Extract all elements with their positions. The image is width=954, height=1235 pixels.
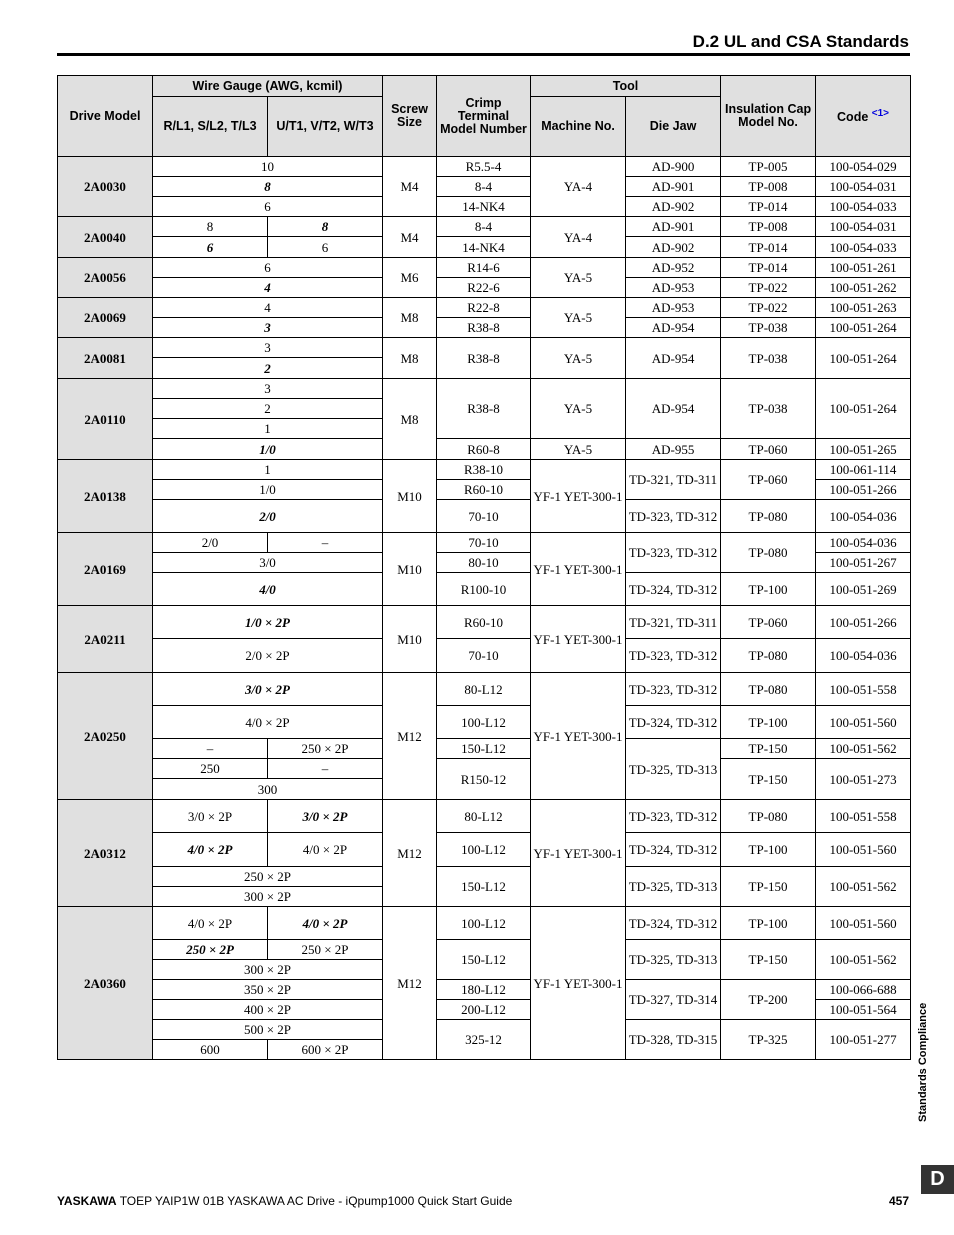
screw-size-cell: M10 bbox=[383, 460, 437, 533]
drive-model-cell: 2A0360 bbox=[58, 907, 153, 1060]
code-cell: 100-051-273 bbox=[816, 759, 911, 800]
code-cell: 100-051-560 bbox=[816, 907, 911, 940]
table-row bbox=[58, 739, 911, 759]
die-jaw-cell: TD-323, TD-312 bbox=[626, 673, 721, 706]
table-row bbox=[58, 500, 911, 533]
wire-gauge-cell: 3/0 bbox=[153, 553, 383, 573]
drive-model-cell: 2A0056 bbox=[58, 258, 153, 298]
insulation-cap-cell: TP-080 bbox=[721, 533, 816, 573]
insulation-cap-cell: TP-060 bbox=[721, 606, 816, 639]
insulation-cap-cell: TP-005 bbox=[721, 157, 816, 177]
insulation-cap-cell: TP-100 bbox=[721, 573, 816, 606]
drive-model-cell: 2A0040 bbox=[58, 217, 153, 258]
wire-gauge-input-cell: 600 bbox=[153, 1040, 268, 1060]
insulation-cap-cell: TP-014 bbox=[721, 237, 816, 258]
wire-gauge-cell: 3 bbox=[153, 338, 383, 358]
insulation-cap-cell: TP-100 bbox=[721, 833, 816, 867]
crimp-terminal-cell: R150-12 bbox=[437, 759, 531, 800]
table-row bbox=[58, 278, 911, 298]
die-jaw-cell: TD-321, TD-311 bbox=[626, 460, 721, 500]
wire-gauge-cell: 300 × 2P bbox=[153, 960, 383, 980]
die-jaw-cell: TD-328, TD-315 bbox=[626, 1020, 721, 1060]
crimp-terminal-cell: 80-10 bbox=[437, 553, 531, 573]
code-cell: 100-051-262 bbox=[816, 278, 911, 298]
screw-size-cell: M10 bbox=[383, 533, 437, 606]
die-jaw-cell: TD-325, TD-313 bbox=[626, 867, 721, 907]
wire-gauge-cell: 1/0 × 2P bbox=[153, 606, 383, 639]
wire-gauge-output-cell: 4/0 × 2P bbox=[268, 833, 383, 867]
die-jaw-cell: TD-321, TD-311 bbox=[626, 606, 721, 639]
table-row bbox=[58, 606, 911, 639]
insulation-cap-cell: TP-100 bbox=[721, 706, 816, 739]
die-jaw-cell: TD-325, TD-313 bbox=[626, 940, 721, 980]
wire-gauge-input-cell: 4/0 × 2P bbox=[153, 907, 268, 940]
code-cell: 100-051-558 bbox=[816, 673, 911, 706]
footer-doc-title bbox=[57, 1194, 512, 1208]
die-jaw-cell: AD-952 bbox=[626, 258, 721, 278]
table-row bbox=[58, 338, 911, 358]
wire-gauge-output-cell: – bbox=[268, 759, 383, 779]
crimp-terminal-cell: R38-10 bbox=[437, 460, 531, 480]
die-jaw-cell: AD-901 bbox=[626, 217, 721, 237]
die-jaw-cell: TD-327, TD-314 bbox=[626, 980, 721, 1020]
wire-gauge-output-cell: 4/0 × 2P bbox=[268, 907, 383, 940]
footer-brand: YASKAWA bbox=[57, 1194, 117, 1208]
die-jaw-cell: TD-324, TD-312 bbox=[626, 833, 721, 867]
insulation-cap-cell: TP-150 bbox=[721, 940, 816, 980]
machine-no-cell: YF-1 YET-300-1 bbox=[531, 533, 626, 606]
header-machine-no: Machine No. bbox=[531, 97, 626, 157]
code-cell: 100-051-277 bbox=[816, 1020, 911, 1060]
table-row bbox=[58, 833, 911, 867]
drive-model-cell: 2A0138 bbox=[58, 460, 153, 533]
die-jaw-cell: TD-325, TD-313 bbox=[626, 739, 721, 800]
crimp-terminal-cell: 100-L12 bbox=[437, 907, 531, 940]
crimp-terminal-cell: R14-6 bbox=[437, 258, 531, 278]
die-jaw-cell: AD-953 bbox=[626, 278, 721, 298]
wire-gauge-cell: 2 bbox=[153, 399, 383, 419]
wire-gauge-cell: 1/0 bbox=[153, 439, 383, 460]
wire-gauge-cell: 3 bbox=[153, 318, 383, 338]
code-cell: 100-054-036 bbox=[816, 500, 911, 533]
table-row bbox=[58, 759, 911, 779]
wire-gauge-input-cell: 250 × 2P bbox=[153, 940, 268, 960]
table-row bbox=[58, 379, 911, 399]
insulation-cap-cell: TP-060 bbox=[721, 439, 816, 460]
crimp-terminal-cell: R38-8 bbox=[437, 379, 531, 439]
footer-doc-text: TOEP YAIP1W 01B YASKAWA AC Drive - iQpump1000 Quick Start Guide bbox=[116, 1194, 513, 1208]
code-cell: 100-051-264 bbox=[816, 318, 911, 338]
insulation-cap-cell: TP-038 bbox=[721, 338, 816, 379]
wire-gauge-cell: 500 × 2P bbox=[153, 1020, 383, 1040]
code-cell: 100-051-560 bbox=[816, 833, 911, 867]
code-cell: 100-051-264 bbox=[816, 338, 911, 379]
wire-gauge-cell: 2 bbox=[153, 358, 383, 379]
crimp-terminal-cell: 150-L12 bbox=[437, 867, 531, 907]
header-crimp-terminal: Crimp Terminal Model Number bbox=[437, 76, 531, 157]
crimp-terminal-cell: 70-10 bbox=[437, 500, 531, 533]
die-jaw-cell: TD-323, TD-312 bbox=[626, 533, 721, 573]
machine-no-cell: YA-5 bbox=[531, 298, 626, 338]
die-jaw-cell: TD-324, TD-312 bbox=[626, 706, 721, 739]
machine-no-cell: YF-1 YET-300-1 bbox=[531, 606, 626, 673]
wire-gauge-input-cell: 2/0 bbox=[153, 533, 268, 553]
wire-gauge-output-cell: 250 × 2P bbox=[268, 940, 383, 960]
screw-size-cell: M8 bbox=[383, 298, 437, 338]
code-cell: 100-051-263 bbox=[816, 298, 911, 318]
insulation-cap-cell: TP-022 bbox=[721, 298, 816, 318]
code-cell: 100-054-036 bbox=[816, 639, 911, 673]
code-cell: 100-054-031 bbox=[816, 177, 911, 197]
wire-gauge-cell: 4 bbox=[153, 278, 383, 298]
crimp-terminal-cell: R38-8 bbox=[437, 318, 531, 338]
code-cell: 100-051-264 bbox=[816, 379, 911, 439]
machine-no-cell: YA-5 bbox=[531, 258, 626, 298]
crimp-terminal-cell: 100-L12 bbox=[437, 706, 531, 739]
crimp-terminal-cell: 80-L12 bbox=[437, 800, 531, 833]
screw-size-cell: M12 bbox=[383, 673, 437, 800]
insulation-cap-cell: TP-080 bbox=[721, 500, 816, 533]
table-row bbox=[58, 177, 911, 197]
header-insulation-cap: Insulation Cap Model No. bbox=[721, 76, 816, 157]
insulation-cap-cell: TP-080 bbox=[721, 673, 816, 706]
screw-size-cell: M6 bbox=[383, 258, 437, 298]
screw-size-cell: M4 bbox=[383, 217, 437, 258]
table-row bbox=[58, 533, 911, 553]
die-jaw-cell: TD-323, TD-312 bbox=[626, 639, 721, 673]
crimp-terminal-table bbox=[57, 75, 911, 1060]
header-screw-size: Screw Size bbox=[383, 76, 437, 157]
crimp-terminal-cell: 14-NK4 bbox=[437, 197, 531, 217]
code-cell: 100-051-269 bbox=[816, 573, 911, 606]
screw-size-cell: M12 bbox=[383, 800, 437, 907]
die-jaw-cell: AD-954 bbox=[626, 379, 721, 439]
header-tool: Tool bbox=[531, 76, 721, 97]
drive-model-cell: 2A0069 bbox=[58, 298, 153, 338]
header-code bbox=[816, 76, 911, 157]
wire-gauge-cell: 2/0 bbox=[153, 500, 383, 533]
code-cell: 100-051-562 bbox=[816, 867, 911, 907]
machine-no-cell: YF-1 YET-300-1 bbox=[531, 460, 626, 533]
table-row bbox=[58, 706, 911, 739]
table-row bbox=[58, 237, 911, 258]
machine-no-cell: YA-5 bbox=[531, 379, 626, 439]
die-jaw-cell: TD-324, TD-312 bbox=[626, 907, 721, 940]
crimp-terminal-cell: 70-10 bbox=[437, 533, 531, 553]
table-row bbox=[58, 573, 911, 606]
insulation-cap-cell: TP-200 bbox=[721, 980, 816, 1020]
crimp-terminal-cell: 70-10 bbox=[437, 639, 531, 673]
wire-gauge-cell: 4/0 × 2P bbox=[153, 706, 383, 739]
insulation-cap-cell: TP-008 bbox=[721, 177, 816, 197]
drive-model-cell: 2A0030 bbox=[58, 157, 153, 217]
header-wire-gauge: Wire Gauge (AWG, kcmil) bbox=[153, 76, 383, 97]
table-row bbox=[58, 460, 911, 480]
wire-gauge-input-cell: 6 bbox=[153, 237, 268, 258]
table-row bbox=[58, 298, 911, 318]
drive-model-cell: 2A0081 bbox=[58, 338, 153, 379]
wire-gauge-input-cell: 3/0 × 2P bbox=[153, 800, 268, 833]
wire-gauge-cell: 400 × 2P bbox=[153, 1000, 383, 1020]
code-cell: 100-051-265 bbox=[816, 439, 911, 460]
crimp-terminal-cell: R38-8 bbox=[437, 338, 531, 379]
wire-gauge-input-cell: 4/0 × 2P bbox=[153, 833, 268, 867]
header-rule bbox=[57, 53, 910, 56]
crimp-terminal-cell: R22-6 bbox=[437, 278, 531, 298]
wire-gauge-cell: 1 bbox=[153, 460, 383, 480]
wire-gauge-cell: 1/0 bbox=[153, 480, 383, 500]
insulation-cap-cell: TP-080 bbox=[721, 639, 816, 673]
wire-gauge-cell: 4 bbox=[153, 298, 383, 318]
die-jaw-cell: AD-901 bbox=[626, 177, 721, 197]
drive-model-cell: 2A0169 bbox=[58, 533, 153, 606]
code-cell: 100-051-562 bbox=[816, 739, 911, 759]
machine-no-cell: YA-5 bbox=[531, 439, 626, 460]
code-cell: 100-066-688 bbox=[816, 980, 911, 1000]
code-cell: 100-061-114 bbox=[816, 460, 911, 480]
crimp-terminal-cell: 180-L12 bbox=[437, 980, 531, 1000]
code-cell: 100-051-267 bbox=[816, 553, 911, 573]
die-jaw-cell: AD-954 bbox=[626, 338, 721, 379]
crimp-terminal-cell: 150-L12 bbox=[437, 940, 531, 980]
machine-no-cell: YF-1 YET-300-1 bbox=[531, 673, 626, 800]
wire-gauge-output-cell: – bbox=[268, 533, 383, 553]
drive-model-cell: 2A0312 bbox=[58, 800, 153, 907]
crimp-terminal-cell: R60-10 bbox=[437, 480, 531, 500]
code-cell: 100-051-564 bbox=[816, 1000, 911, 1020]
insulation-cap-cell: TP-022 bbox=[721, 278, 816, 298]
table-row bbox=[58, 800, 911, 833]
table-row bbox=[58, 197, 911, 217]
screw-size-cell: M8 bbox=[383, 338, 437, 379]
table-row bbox=[58, 940, 911, 960]
insulation-cap-cell: TP-150 bbox=[721, 759, 816, 800]
die-jaw-cell: AD-955 bbox=[626, 439, 721, 460]
machine-no-cell: YF-1 YET-300-1 bbox=[531, 907, 626, 1060]
wire-gauge-cell: 6 bbox=[153, 197, 383, 217]
table-row bbox=[58, 439, 911, 460]
table-row bbox=[58, 639, 911, 673]
wire-gauge-cell: 6 bbox=[153, 258, 383, 278]
header-die-jaw: Die Jaw bbox=[626, 97, 721, 157]
insulation-cap-cell: TP-080 bbox=[721, 800, 816, 833]
crimp-terminal-cell: 150-L12 bbox=[437, 739, 531, 759]
wire-gauge-output-cell: 8 bbox=[268, 217, 383, 237]
wire-gauge-input-cell: 250 bbox=[153, 759, 268, 779]
crimp-terminal-cell: R100-10 bbox=[437, 573, 531, 606]
crimp-terminal-cell: R22-8 bbox=[437, 298, 531, 318]
table-row bbox=[58, 673, 911, 706]
wire-gauge-output-cell: 600 × 2P bbox=[268, 1040, 383, 1060]
crimp-terminal-cell: R5.5-4 bbox=[437, 157, 531, 177]
table-row bbox=[58, 980, 911, 1000]
table-row bbox=[58, 1020, 911, 1040]
wire-gauge-cell: 4/0 bbox=[153, 573, 383, 606]
wire-gauge-cell: 8 bbox=[153, 177, 383, 197]
appendix-tab: D bbox=[921, 1165, 954, 1194]
wire-gauge-output-cell: 6 bbox=[268, 237, 383, 258]
die-jaw-cell: TD-324, TD-312 bbox=[626, 573, 721, 606]
machine-no-cell: YA-4 bbox=[531, 217, 626, 258]
wire-gauge-cell: 300 bbox=[153, 779, 383, 800]
footnote-link[interactable]: <1> bbox=[871, 108, 890, 120]
crimp-terminal-cell: 8-4 bbox=[437, 177, 531, 197]
crimp-terminal-cell: 80-L12 bbox=[437, 673, 531, 706]
header-drive-model: Drive Model bbox=[58, 76, 153, 157]
table-row bbox=[58, 217, 911, 237]
crimp-terminal-cell: 325-12 bbox=[437, 1020, 531, 1060]
code-cell: 100-051-560 bbox=[816, 706, 911, 739]
crimp-terminal-cell: R60-8 bbox=[437, 439, 531, 460]
wire-gauge-output-cell: 250 × 2P bbox=[268, 739, 383, 759]
drive-model-cell: 2A0250 bbox=[58, 673, 153, 800]
header-input-terminals: R/L1, S/L2, T/L3 bbox=[153, 97, 268, 157]
wire-gauge-cell: 350 × 2P bbox=[153, 980, 383, 1000]
insulation-cap-cell: TP-325 bbox=[721, 1020, 816, 1060]
crimp-terminal-cell: 14-NK4 bbox=[437, 237, 531, 258]
die-jaw-cell: TD-323, TD-312 bbox=[626, 500, 721, 533]
insulation-cap-cell: TP-014 bbox=[721, 197, 816, 217]
page-number: 457 bbox=[888, 1194, 909, 1208]
table-row bbox=[58, 258, 911, 278]
die-jaw-cell: AD-953 bbox=[626, 298, 721, 318]
code-cell: 100-051-261 bbox=[816, 258, 911, 278]
code-cell: 100-051-266 bbox=[816, 480, 911, 500]
screw-size-cell: M10 bbox=[383, 606, 437, 673]
wire-gauge-output-cell: 3/0 × 2P bbox=[268, 800, 383, 833]
die-jaw-cell: TD-323, TD-312 bbox=[626, 800, 721, 833]
crimp-terminal-cell: 8-4 bbox=[437, 217, 531, 237]
insulation-cap-cell: TP-038 bbox=[721, 318, 816, 338]
header-output-terminals: U/T1, V/T2, W/T3 bbox=[268, 97, 383, 157]
wire-gauge-cell: 10 bbox=[153, 157, 383, 177]
wire-gauge-input-cell: 8 bbox=[153, 217, 268, 237]
insulation-cap-cell: TP-100 bbox=[721, 907, 816, 940]
wire-gauge-cell: 3/0 × 2P bbox=[153, 673, 383, 706]
screw-size-cell: M8 bbox=[383, 379, 437, 460]
insulation-cap-cell: TP-014 bbox=[721, 258, 816, 278]
header-code-label: Code bbox=[837, 110, 869, 125]
machine-no-cell: YA-5 bbox=[531, 338, 626, 379]
crimp-terminal-cell: R60-10 bbox=[437, 606, 531, 639]
insulation-cap-cell: TP-008 bbox=[721, 217, 816, 237]
die-jaw-cell: AD-900 bbox=[626, 157, 721, 177]
crimp-terminal-cell: 100-L12 bbox=[437, 833, 531, 867]
wire-gauge-input-cell: – bbox=[153, 739, 268, 759]
wire-gauge-cell: 3 bbox=[153, 379, 383, 399]
wire-gauge-cell: 300 × 2P bbox=[153, 887, 383, 907]
die-jaw-cell: AD-902 bbox=[626, 197, 721, 217]
screw-size-cell: M12 bbox=[383, 907, 437, 1060]
code-cell: 100-051-558 bbox=[816, 800, 911, 833]
wire-gauge-cell: 2/0 × 2P bbox=[153, 639, 383, 673]
machine-no-cell: YA-4 bbox=[531, 157, 626, 217]
code-cell: 100-054-031 bbox=[816, 217, 911, 237]
drive-model-cell: 2A0211 bbox=[58, 606, 153, 673]
drive-model-cell: 2A0110 bbox=[58, 379, 153, 460]
insulation-cap-cell: TP-150 bbox=[721, 739, 816, 759]
die-jaw-cell: AD-902 bbox=[626, 237, 721, 258]
code-cell: 100-054-036 bbox=[816, 533, 911, 553]
table-row bbox=[58, 157, 911, 177]
wire-gauge-cell: 1 bbox=[153, 419, 383, 439]
code-cell: 100-051-562 bbox=[816, 940, 911, 980]
code-cell: 100-051-266 bbox=[816, 606, 911, 639]
code-cell: 100-054-029 bbox=[816, 157, 911, 177]
insulation-cap-cell: TP-060 bbox=[721, 460, 816, 500]
table-row bbox=[58, 867, 911, 887]
section-title: D.2 UL and CSA Standards bbox=[692, 32, 909, 51]
crimp-terminal-cell: 200-L12 bbox=[437, 1000, 531, 1020]
wire-gauge-cell: 250 × 2P bbox=[153, 867, 383, 887]
insulation-cap-cell: TP-038 bbox=[721, 379, 816, 439]
table-row bbox=[58, 907, 911, 940]
machine-no-cell: YF-1 YET-300-1 bbox=[531, 800, 626, 907]
screw-size-cell: M4 bbox=[383, 157, 437, 217]
code-cell: 100-054-033 bbox=[816, 197, 911, 217]
code-cell: 100-054-033 bbox=[816, 237, 911, 258]
die-jaw-cell: AD-954 bbox=[626, 318, 721, 338]
table-row bbox=[58, 318, 911, 338]
insulation-cap-cell: TP-150 bbox=[721, 867, 816, 907]
